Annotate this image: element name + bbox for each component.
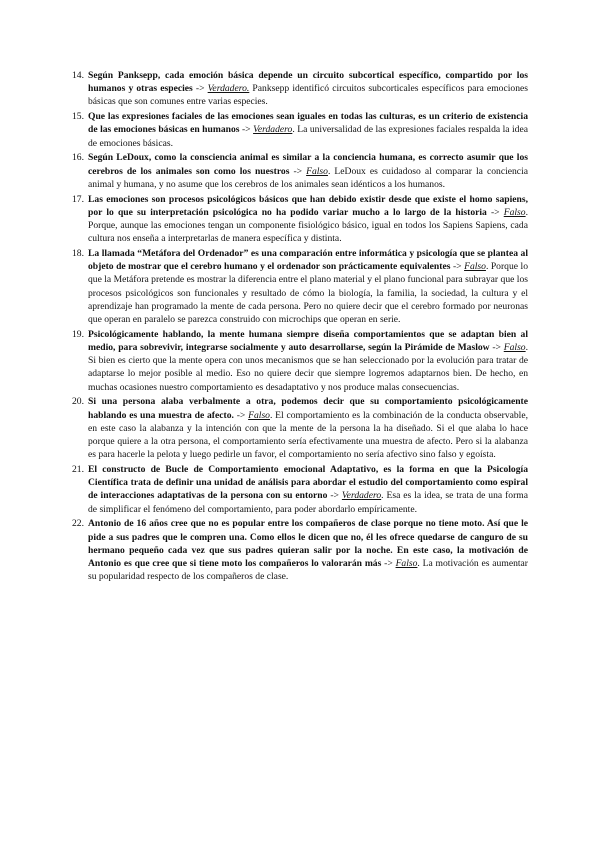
explanation: . LeDoux es cuidadoso al comparar la conciencia animal y humana, y no asume que los cerebros de los animales sean idénticos a los humanos. xyxy=(88,165,528,190)
explanation: . La motivación es aumentar su popularidad respecto de los compañeros de clase. xyxy=(88,558,528,583)
item-number: 21. xyxy=(72,464,84,476)
explanation: . Si bien es cierto que la mente opera con unos mecanismos que se han seleccionado por la evolución para tratar de adaptarse lo mejor posible al medio. Eso no quiere decir que siempre logremos adaptarnos bien. De hecho, en muchas ocasiones nuestro comportamiento es desadaptativo y nos produce malas consecuencias. xyxy=(88,342,529,393)
list-item xyxy=(72,247,528,326)
item-number: 15. xyxy=(72,111,84,123)
statement: Según Panksepp, cada emoción básica depende un circuito subcortical específico, compartido por los humanos y otras especies xyxy=(88,70,528,95)
list-item xyxy=(72,395,528,461)
verdict: Verdadero xyxy=(253,124,293,136)
verdict: Verdadero xyxy=(341,490,382,502)
list-item xyxy=(72,463,529,516)
list-item xyxy=(72,193,528,246)
arrow: -> xyxy=(192,83,208,95)
true-false-answer-list xyxy=(72,69,529,585)
arrow: -> xyxy=(489,342,504,354)
verdict: Falso xyxy=(395,558,418,570)
arrow: -> xyxy=(289,165,307,177)
explanation: . La universalidad de las expresiones faciales respalda la idea de emociones básicas. xyxy=(88,124,528,149)
list-item xyxy=(72,328,529,394)
verdict: Falso xyxy=(503,342,526,354)
explanation: . Esa es la idea, se trata de una forma de simplificar el fenómeno del comportamiento, para poder abordarlo empíricamente. xyxy=(88,490,529,515)
verdict: Verdadero. xyxy=(207,83,250,95)
statement: La llamada “Metáfora del Ordenador” es una comparación entre informática y psicología que se plantea al objeto de mostrar que el cerebro humano y el ordenador son prácticamente equivalentes xyxy=(88,248,528,273)
statement: Según LeDoux, como la consciencia animal es similar a la conciencia humana, es correcto asumir que los cerebros de los animales son como los nuestros xyxy=(88,152,528,177)
statement: El constructo de Bucle de Comportamiento emocional Adaptativo, es la forma en que la Psicología Científica trata de definir una unidad de análisis para abordar el estudio del comportamiento como espiral de interacciones adaptativas de la persona con su entorno xyxy=(88,464,528,502)
statement: Las emociones son procesos psicológicos básicos que han debido existir desde que existe el homo sapiens, por lo que su interpretación psicológica no ha podido variar mucho a lo largo de la historia xyxy=(88,193,528,218)
arrow: -> xyxy=(486,206,504,218)
item-number: 19. xyxy=(72,328,84,340)
verdict: Falso xyxy=(248,409,270,421)
statement: Psicológicamente hablando, la mente humana siempre diseña comportamientos que se adaptan bien al medio, para sobrevivir, integrarse socialmente y auto desarrollarse, según la Pirámide de Maslow xyxy=(88,328,528,354)
item-number: 20. xyxy=(72,396,84,408)
explanation: . Porque lo que la Metáfora pretende es mostrar la diferencia entre el plano material y el plano funcional para subrayar que los procesos psicológicos son funcionales y resultado de cómo la biología, la familia, la sociedad, la cultura y el aprendizaje han programado la mente de cada persona. Pero no quiere decir que el cerebro formado por neuronas que operan en paralelo se parezca construido con microchips que operan en serie. xyxy=(88,261,528,326)
list-item xyxy=(72,517,528,583)
statement: Que las expresiones faciales de las emociones sean iguales en todas las culturas, es un criterio de existencia de las emociones básicas en humanos xyxy=(88,111,528,136)
explanation: . El comportamiento es la combinación de la conducta observable, en este caso la alabanza y la intención con que la mente de la persona la ha diseñado. Si el que alaba lo hace porque quiere a la otra persona, el comportamiento sería efectivamente una muestra de afecto. Pero si la alabanza es para hacerle la pelota y luego pedirle un favor, el comportamiento no sería afectivo sino falso y egoísta. xyxy=(88,409,528,461)
verdict: Falso xyxy=(464,261,486,273)
item-number: 14. xyxy=(72,70,84,81)
explanation: . Porque, aunque las emociones tengan un componente fisiológico básico, igual en todos los Sapiens Sapiens, cada cultura nos enseña a interpretarlas de manera específica y distinta. xyxy=(88,206,528,245)
arrow: -> xyxy=(381,558,396,570)
verdict: Falso xyxy=(503,206,526,218)
list-item xyxy=(72,69,528,109)
list-item xyxy=(72,151,528,191)
item-number: 16. xyxy=(72,152,84,164)
statement: Antonio de 16 años cree que no es popular entre los compañeros de clase porque no tiene moto. Así que le pide a sus padres que le compren una. Como ellos le dicen que no, él les ofrece quedarse de canguro de su hermano pequeño cada vez que sus padres quieran salir por la noche. En este caso, la motivación de Antonio es que cree que si tiene moto los compañeros lo valorarán más xyxy=(88,518,528,570)
item-number: 18. xyxy=(72,248,84,260)
verdict: Falso xyxy=(306,165,328,177)
statement: Si una persona alaba verbalmente a otra, podemos decir que su comportamiento psicológicamente hablando es una muestra de afecto. xyxy=(88,396,528,421)
arrow: -> xyxy=(233,409,249,421)
explanation: Panksepp identificó circuitos subcorticales específicos para emociones básicas que son comunes entre varias especies. xyxy=(88,83,528,108)
list-item xyxy=(72,110,528,150)
arrow: -> xyxy=(450,261,465,273)
arrow: -> xyxy=(327,490,342,502)
item-number: 22. xyxy=(72,518,84,530)
arrow: -> xyxy=(239,124,254,136)
item-number: 17. xyxy=(72,193,84,205)
